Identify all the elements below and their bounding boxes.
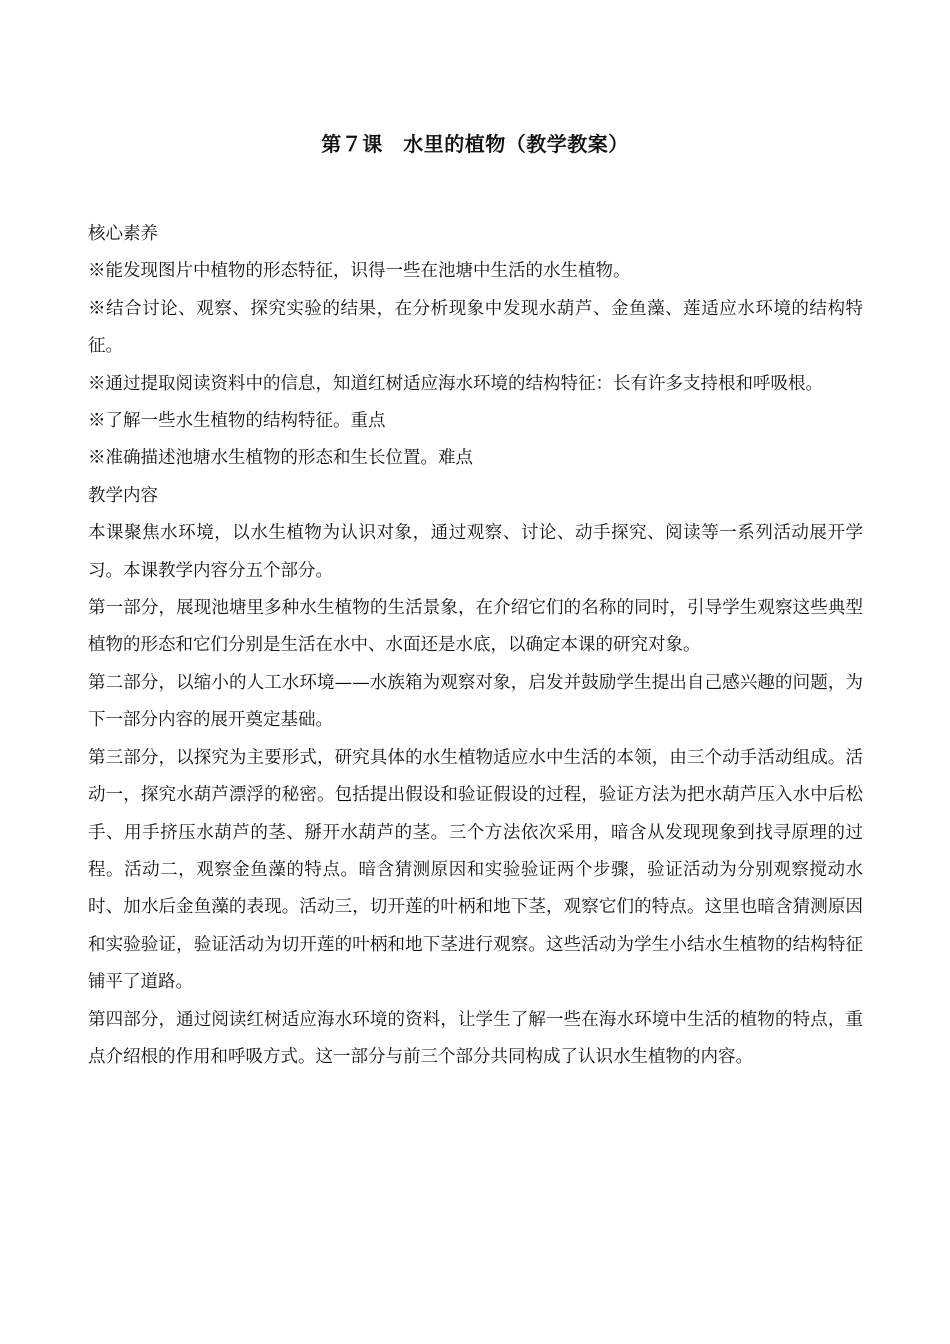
section-heading-core-literacy: 核心素养: [88, 224, 158, 244]
body-paragraph: 第四部分，通过阅读红树适应海水环境的资料，让学生了解一些在海水环境中生活的植物的特点，重点介绍根的作用和呼吸方式。这一部分与前三个部分共同构成了认识水生植物的内容。: [88, 1009, 863, 1067]
page-title: 第７课 水里的植物（教学教案）: [321, 132, 629, 156]
objective-item: ※通过提取阅读资料中的信息，知道红树适应海水环境的结构特征：长有许多支持根和呼吸根。: [88, 373, 823, 394]
objective-item: ※了解一些水生植物的结构特征。重点: [88, 411, 386, 432]
body-paragraph: 第一部分，展现池塘里多种水生植物的生活景象，在介绍它们的名称的同时，引导学生观察这些典型植物的形态和它们分别是生活在水中、水面还是水底，以确定本课的研究对象。: [88, 598, 863, 656]
objective-item: ※能发现图片中植物的形态特征，识得一些在池塘中生活的水生植物。: [88, 261, 631, 282]
section-heading-teaching-content: 教学内容: [88, 485, 158, 506]
body-paragraph: 第二部分，以缩小的人工水环境——水族箱为观察对象，启发并鼓励学生提出自己感兴趣的问题，为下一部分内容的展开奠定基础。: [88, 672, 863, 731]
body-paragraph: 本课聚焦水环境，以水生植物为认识对象，通过观察、讨论、动手探究、阅读等一系列活动展开学习。本课教学内容分五个部分。: [88, 523, 863, 581]
body-paragraph: 第三部分，以探究为主要形式，研究具体的水生植物适应水中生活的本领，由三个动手活动组成。活动一，探究水葫芦漂浮的秘密。包括提出假设和验证假设的过程，验证方法为把水葫芦压入水中后松手、用手挤压水葫芦的茎、掰开水葫芦的茎。三个方法依次采用，暗含从发现现象到找寻原理的过程。活动二，观察金鱼藻的特点。暗含猜测原因和实验验证两个步骤，验证活动为分别观察搅动水时、加水后金鱼藻的表现。活动三，切开莲的叶柄和地下茎，观察它们的特点。这里也暗含猜测原因和实验验证，验证活动为切开莲的叶柄和地下茎进行观察。这些活动为学生小结水生植物的结构特征铺平了道路。: [88, 747, 863, 993]
document-body: [88, 216, 863, 1076]
objective-item: ※结合讨论、观察、探究实验的结果，在分析现象中发现水葫芦、金鱼藻、莲适应水环境的结构特征。: [88, 298, 863, 357]
objective-item: ※准确描述池塘水生植物的形态和生长位置。难点: [88, 448, 473, 469]
